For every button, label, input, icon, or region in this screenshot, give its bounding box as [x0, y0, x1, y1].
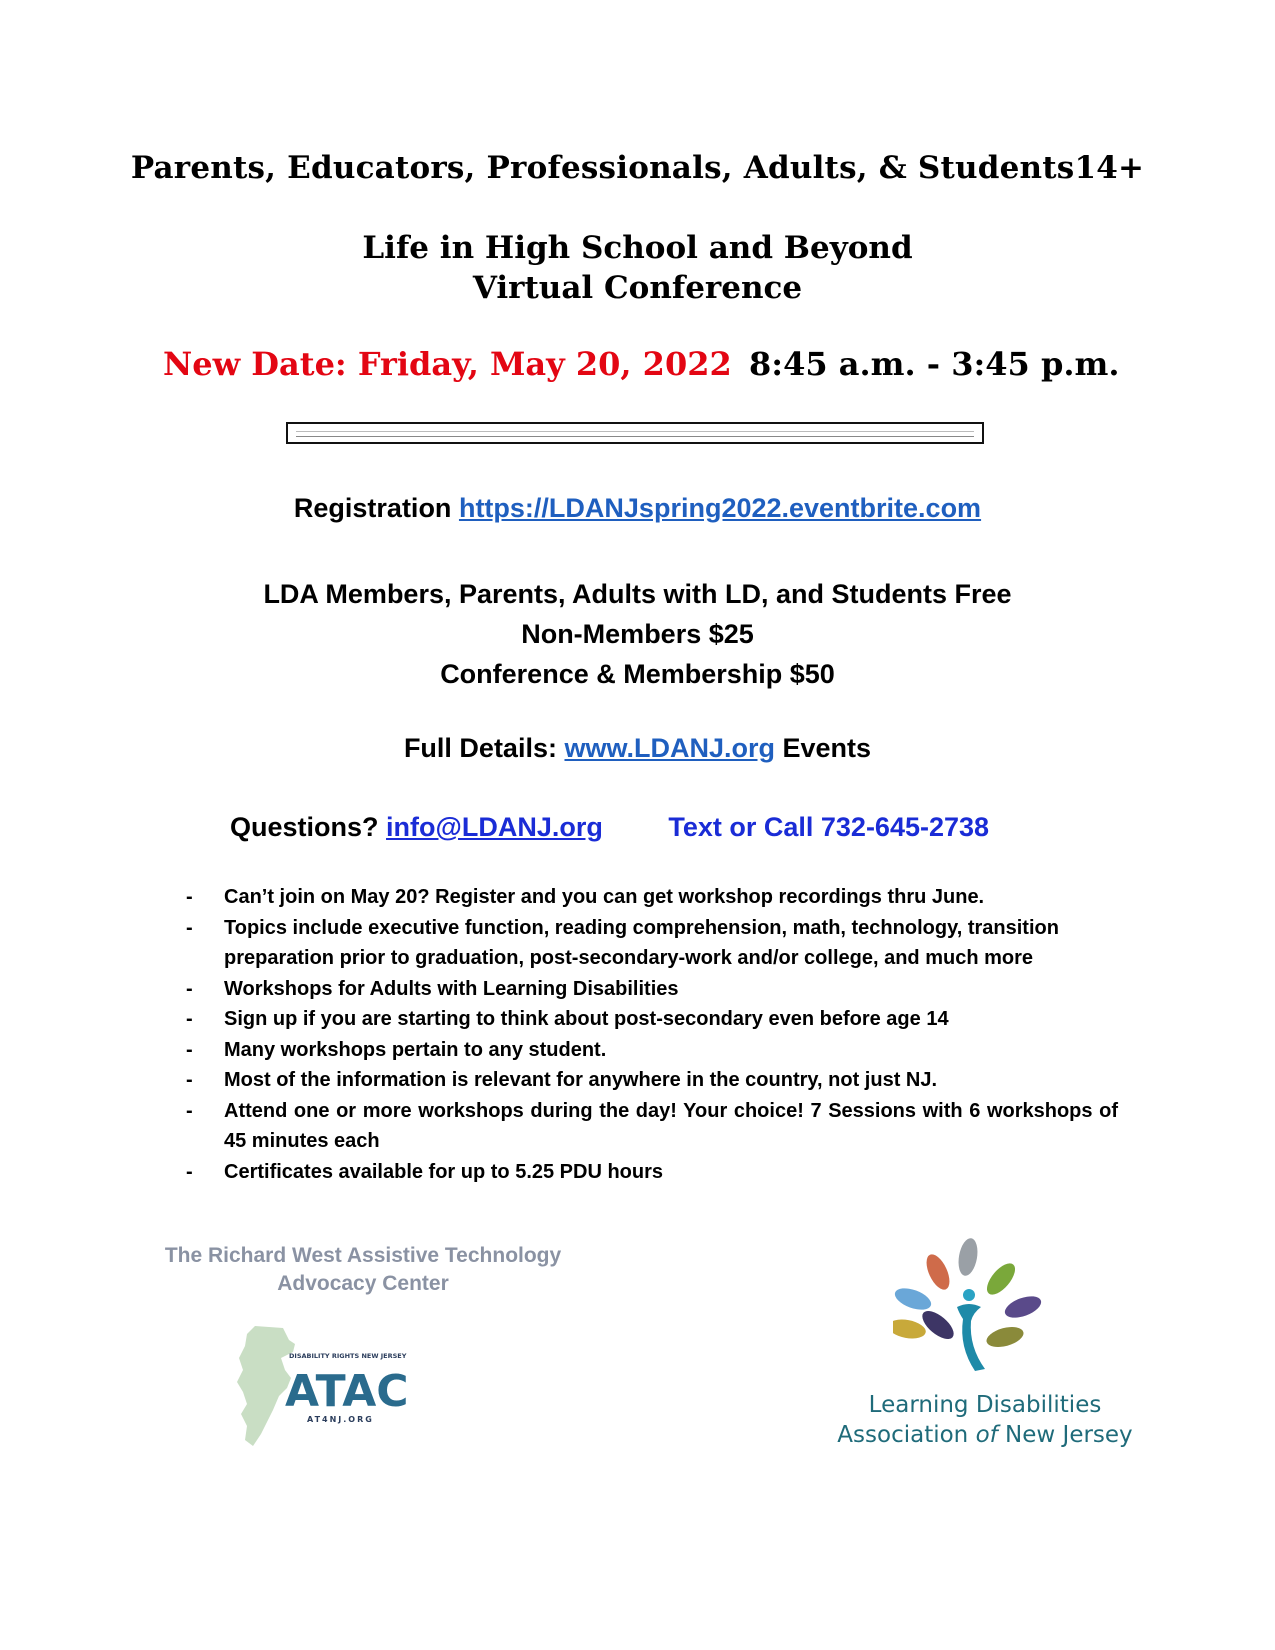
atac-tagline: DISABILITY RIGHTS NEW JERSEY [289, 1352, 407, 1360]
divider-bar [286, 422, 984, 444]
lda-tree-logo [893, 1237, 1043, 1377]
registration-line [0, 493, 1275, 524]
pricing-free: LDA Members, Parents, Adults with LD, and Students Free [263, 579, 1012, 609]
list-item: - Most of the information is relevant for anywhere in the country, not just NJ. [186, 1069, 938, 1091]
website-link[interactable]: www.LDANJ.org [564, 733, 775, 763]
atac-wordmark: ATAC [285, 1366, 409, 1417]
time-range: 8:45 a.m. - 3:45 p.m. [749, 345, 1120, 383]
date-line [163, 345, 1120, 383]
list-item: - Workshops for Adults with Learning Disabilities [186, 977, 679, 1000]
list-item: - Attend one or more workshops during the day! Your choice! 7 Sessions with 6 workshops of 45 minutes each [186, 1099, 1118, 1152]
registration-link[interactable]: https://LDANJspring2022.eventbrite.com [458, 493, 982, 523]
details-line [0, 733, 1275, 764]
email-link[interactable]: info@LDANJ.org [386, 812, 603, 842]
list-item: - Certificates available for up to 5.25 PDU hours [186, 1160, 664, 1183]
list-item: - Topics include executive function, reading comprehension, math, technology, transition preparation prior to graduation, post-secondary-work and/or college, and much more [186, 916, 1059, 969]
new-date-label: New Date: [163, 345, 347, 383]
pricing-non-members: Non-Members $25 [521, 619, 754, 649]
details-label: Full Details: [403, 733, 557, 763]
list-item: - Many workshops pertain to any student. [186, 1038, 607, 1061]
conference-title-line1: Life in High School and Beyond [362, 230, 913, 266]
list-item: - Can’t join on May 20? Register and you can get workshop recordings thru June. [186, 886, 985, 908]
bullet-list [186, 882, 1118, 1187]
pricing-block [0, 574, 1275, 694]
atac-url: AT4NJ.ORG [307, 1415, 374, 1424]
atac-logo [233, 1322, 423, 1452]
date-value: Friday, May 20, 2022 [357, 345, 732, 383]
list-item: - Sign up if you are starting to think about post-secondary even before age 14 [186, 1008, 949, 1030]
pricing-membership: Conference & Membership $50 [440, 659, 835, 689]
lda-name: Learning Disabilities Association of New Jersey [837, 1392, 1133, 1448]
questions-line [230, 812, 989, 843]
questions-label: Questions? [230, 812, 379, 842]
richard-west-center: The Richard West Assistive Technology Advocacy Center [164, 1244, 562, 1295]
conference-title-line2: Virtual Conference [472, 270, 803, 306]
audience-line: Parents, Educators, Professionals, Adults, & Students14+ [130, 150, 1145, 186]
phone-contact: Text or Call 732-645-2738 [668, 812, 990, 842]
registration-label: Registration [293, 493, 452, 523]
details-suffix: Events [782, 733, 872, 763]
